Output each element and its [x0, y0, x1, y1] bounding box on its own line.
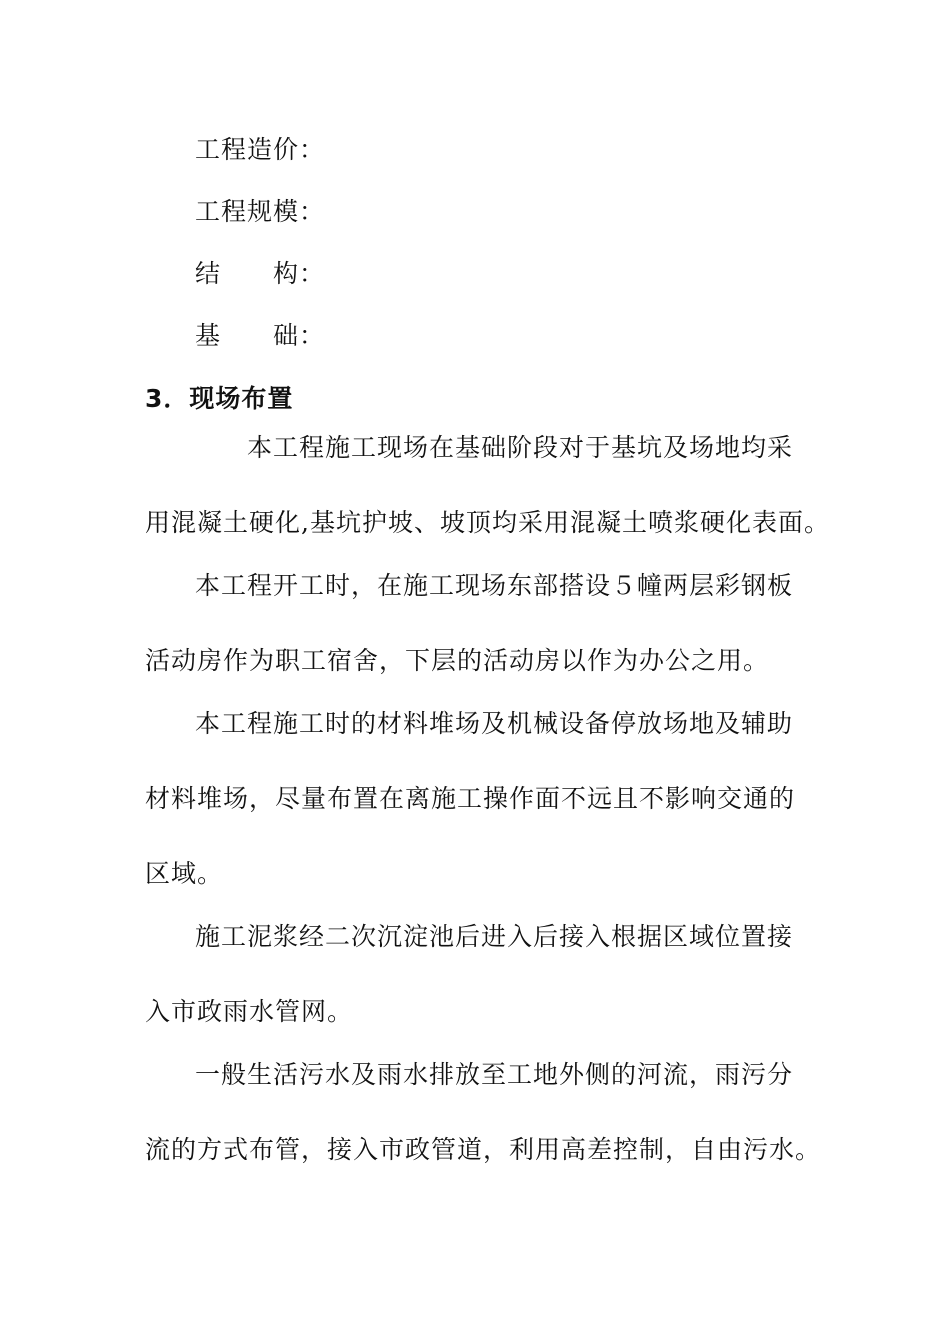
field-foundation-label	[195, 320, 325, 352]
paragraph-5-line-1: 一般生活污水及雨水排放至工地外侧的河流，雨污分	[195, 1060, 794, 1089]
field-foundation-label-part2: 础：	[273, 321, 326, 350]
paragraph-1-line-2: 用混凝土硬化,基坑护坡、坡顶均采用混凝土喷浆硬化表面。	[145, 508, 830, 537]
field-foundation-label-part1: 基	[195, 321, 222, 350]
paragraph-3-line-2: 材料堆场，尽量布置在离施工操作面不远且不影响交通的	[145, 784, 796, 813]
paragraph-1-line-1: 本工程施工现场在基础阶段对于基坑及场地均采	[247, 433, 794, 462]
section-heading: 3．现场布置	[145, 384, 294, 413]
paragraph-2-line-2: 活动房作为职工宿舍，下层的活动房以作为办公之用。	[145, 646, 770, 675]
field-cost-label: 工程造价：	[195, 135, 326, 164]
paragraph-4-line-1: 施工泥浆经二次沉淀池后进入后接入根据区域位置接	[195, 922, 794, 951]
field-structure-label-part1: 结	[195, 259, 222, 288]
paragraph-5-line-2: 流的方式布管，接入市政管道，利用高差控制，自由污水。	[145, 1135, 822, 1164]
field-structure-label-part2: 构：	[273, 259, 326, 288]
paragraph-3-line-1: 本工程施工时的材料堆场及机械设备停放场地及辅助	[195, 709, 794, 738]
paragraph-4-line-2: 入市政雨水管网。	[145, 997, 354, 1026]
field-scale-label: 工程规模：	[195, 197, 326, 226]
field-structure-label	[195, 258, 325, 290]
paragraph-2-line-1: 本工程开工时，在施工现场东部搭设５幢两层彩钢板	[195, 571, 794, 600]
paragraph-3-line-3: 区域。	[145, 859, 224, 888]
